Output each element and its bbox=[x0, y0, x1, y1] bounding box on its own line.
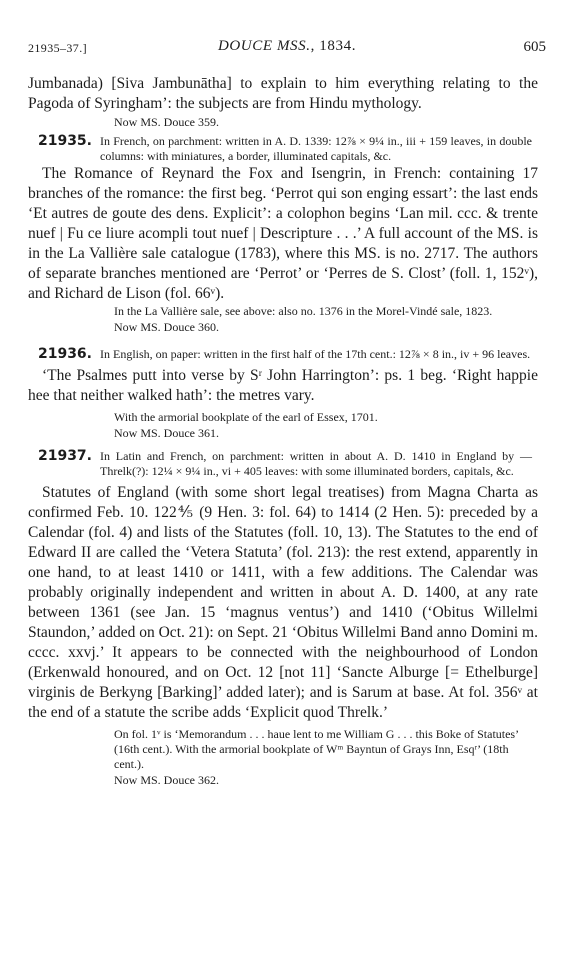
entry-range: 21935–37.] bbox=[28, 41, 87, 55]
shelfmark: Now MS. Douce 361. bbox=[114, 426, 219, 440]
entry-21937-heading bbox=[28, 449, 538, 479]
entry-physical-description: In French, on parchment: written in A. D. 1339: 12⅞ × 9¼ in., iii + 159 leaves, in double columns: with miniatures, a border, illuminated capitals, &c. bbox=[100, 134, 532, 163]
page-number: 605 bbox=[523, 39, 546, 55]
entry-number: 21937. bbox=[37, 448, 92, 464]
shelfmark: Now MS. Douce 362. bbox=[114, 773, 219, 787]
provenance-note: In the La Vallière sale, see above: also no. 1376 in the Morel-Vindé sale, 1823. bbox=[114, 304, 493, 318]
running-header bbox=[28, 38, 546, 60]
shelfmark: Now MS. Douce 359. bbox=[114, 115, 219, 129]
entry-description: ‘The Psalmes putt into verse by Sʳ John Harrington’: ps. 1 beg. ‘Right happie hee that neither walked hath’: the metres vary. bbox=[28, 367, 538, 404]
provenance-note: With the armorial bookplate of the earl of Essex, 1701. bbox=[114, 410, 378, 424]
running-title bbox=[28, 38, 546, 55]
collection-year: , 1834. bbox=[310, 38, 357, 54]
entry-physical-description: In Latin and French, on parchment: written in about A. D. 1410 in England by — Threlk(?): 12¼ × 9¼ in., vi + 405 leaves: with some illuminated borders, capitals, &c. bbox=[100, 449, 532, 478]
entry-number: 21936. bbox=[37, 346, 92, 362]
entry-physical-description: In English, on paper: written in the first half of the 17th cent.: 12⅞ × 8 in., iv + 96 leaves. bbox=[100, 347, 531, 361]
continued-paragraph: Jumbanada) [Siva Jambunātha] to explain to him everything relating to the Pagoda of Syringham’: the subjects are from Hindu mythology. bbox=[28, 75, 538, 112]
entry-description: Statutes of England (with some short legal treatises) from Magna Charta as confirmed Feb. 10. 122⅘ (9 Hen. 3: fol. 64) to 1414 (2 Hen. 5): preceded by a Calendar (fol. 4) and lists of the Statutes (foll. 10, 13). The Statutes to the end of Edward II are called the ‘Vetera Statuta’ (fol. 213): the rest extend, apparently in one hand, to at least 1410 or 1411, with a few additions. The Calendar was probably originally independent and written in about A. D. 1400, at any rate between 1361 (see Jan. 15 ‘magnus ventus’) and 1410 (‘Obitus Willelmi Staundon,’ added on Oct. 21): on Sept. 21 ‘Obitus Willelmi Band anno Domini m. cccc. xxvj.’ It appears to be connected with the neighbourhood of London (Erkenwald honoured, and on Oct. 12 [not 11] ‘Sancte Alburge [= Ethelburge] virginis de Berkyng [Barking]’ added later); and is Sarum at base. At fol. 356ᵛ at the end of a statute the scribe adds ‘Explicit quod Threlk.’ bbox=[28, 484, 538, 721]
collection-name: DOUCE MSS. bbox=[217, 38, 311, 54]
provenance-note: On fol. 1ᵛ is ‘Memorandum . . . haue lent to me William G . . . this Boke of Statutes’ (16th cent.). With the armorial bookplate of Wᵐ Bayntun of Grays Inn, Esqʳ’ (18th cent.). bbox=[114, 727, 519, 771]
entry-description: The Romance of Reynard the Fox and Isengrin, in French: containing 17 branches of the romance: the first beg. ‘Perrot qui son enging essart’: the last ends ‘Et autres de goute des dens. Explicit’: a colophon begins ‘Lan mil. ccc. & trente nuef | Fu ce liure acompli tout nuef | Descripture . . .’ A full account of the MS. is in the La Vallière sale catalogue (1783), where this MS. is no. 2717. The authors of separate branches mentioned are ‘Perrot’ or ‘Perres de S. Clost’ (foll. 1, 152ᵛ), and Richard de Lison (fol. 66ᵛ). bbox=[28, 165, 538, 302]
shelfmark: Now MS. Douce 360. bbox=[114, 320, 219, 334]
page-body bbox=[28, 74, 538, 788]
entry-21936-heading bbox=[28, 347, 538, 362]
entry-21935-heading bbox=[28, 134, 538, 164]
entry-number: 21935. bbox=[37, 133, 92, 149]
